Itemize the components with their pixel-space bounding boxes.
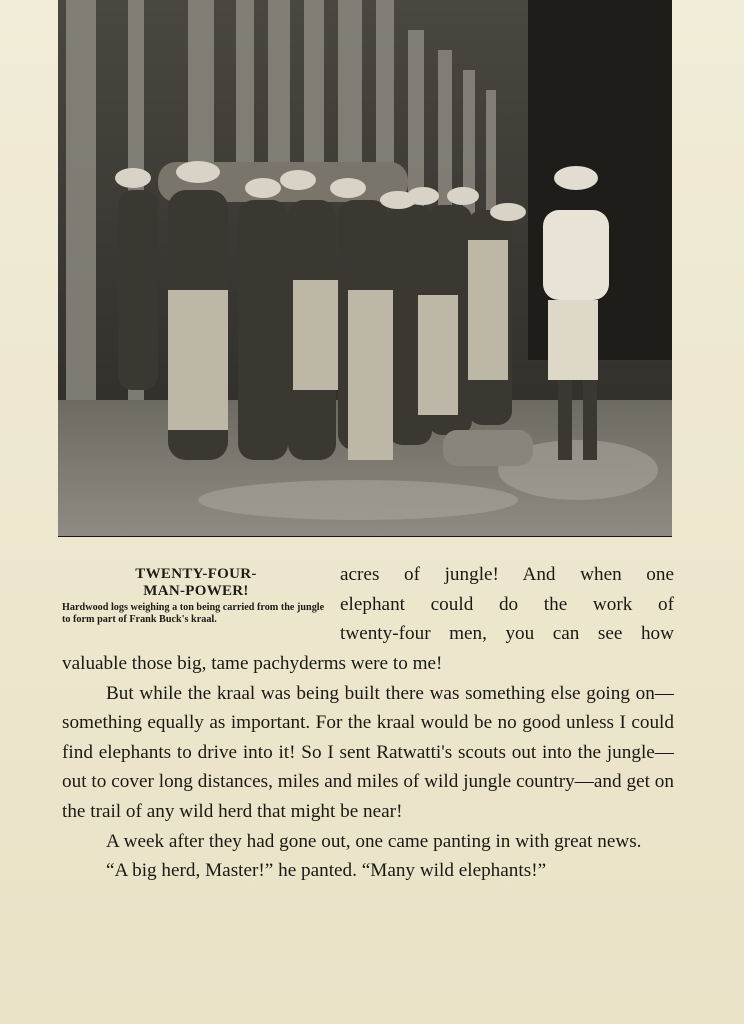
body-text bbox=[62, 649, 674, 886]
jungle-workers-photo bbox=[58, 0, 672, 536]
paragraph-dialogue: “A big herd, Master!” he panted. “Many wild elephants!” bbox=[106, 860, 547, 882]
caption-title-line-2: MAN-POWER! bbox=[143, 583, 249, 599]
text-line: twenty-four men, you can see how bbox=[340, 623, 674, 645]
caption-title-line-1: TWENTY-FOUR- bbox=[135, 566, 257, 582]
photograph bbox=[58, 0, 672, 537]
text-line: elephant could do the work of bbox=[340, 593, 674, 615]
paragraph-continuation: valuable those big, tame pachyderms were to me! bbox=[62, 653, 443, 674]
text-line: acres of jungle! And when one bbox=[340, 564, 674, 585]
caption-text: Hardwood logs weighing a ton being carried from the jungle to form part of Frank Buck's kraal. bbox=[62, 602, 325, 625]
paragraph: A week after they had gone out, one came panting in with great news. bbox=[106, 830, 642, 852]
photo-caption bbox=[62, 566, 330, 625]
caption-title bbox=[62, 566, 330, 600]
paragraph: But while the kraal was being built there was something else going on—something equally as important. For the kraal would be no good unless I could find elephants to drive into it! So I sent Ratwatti's scouts out into the jungle—out to cover long distances, miles and miles of wild jungle country—and get on the trail of any wild herd that might be near! bbox=[62, 682, 674, 822]
text-column-right bbox=[340, 560, 674, 649]
